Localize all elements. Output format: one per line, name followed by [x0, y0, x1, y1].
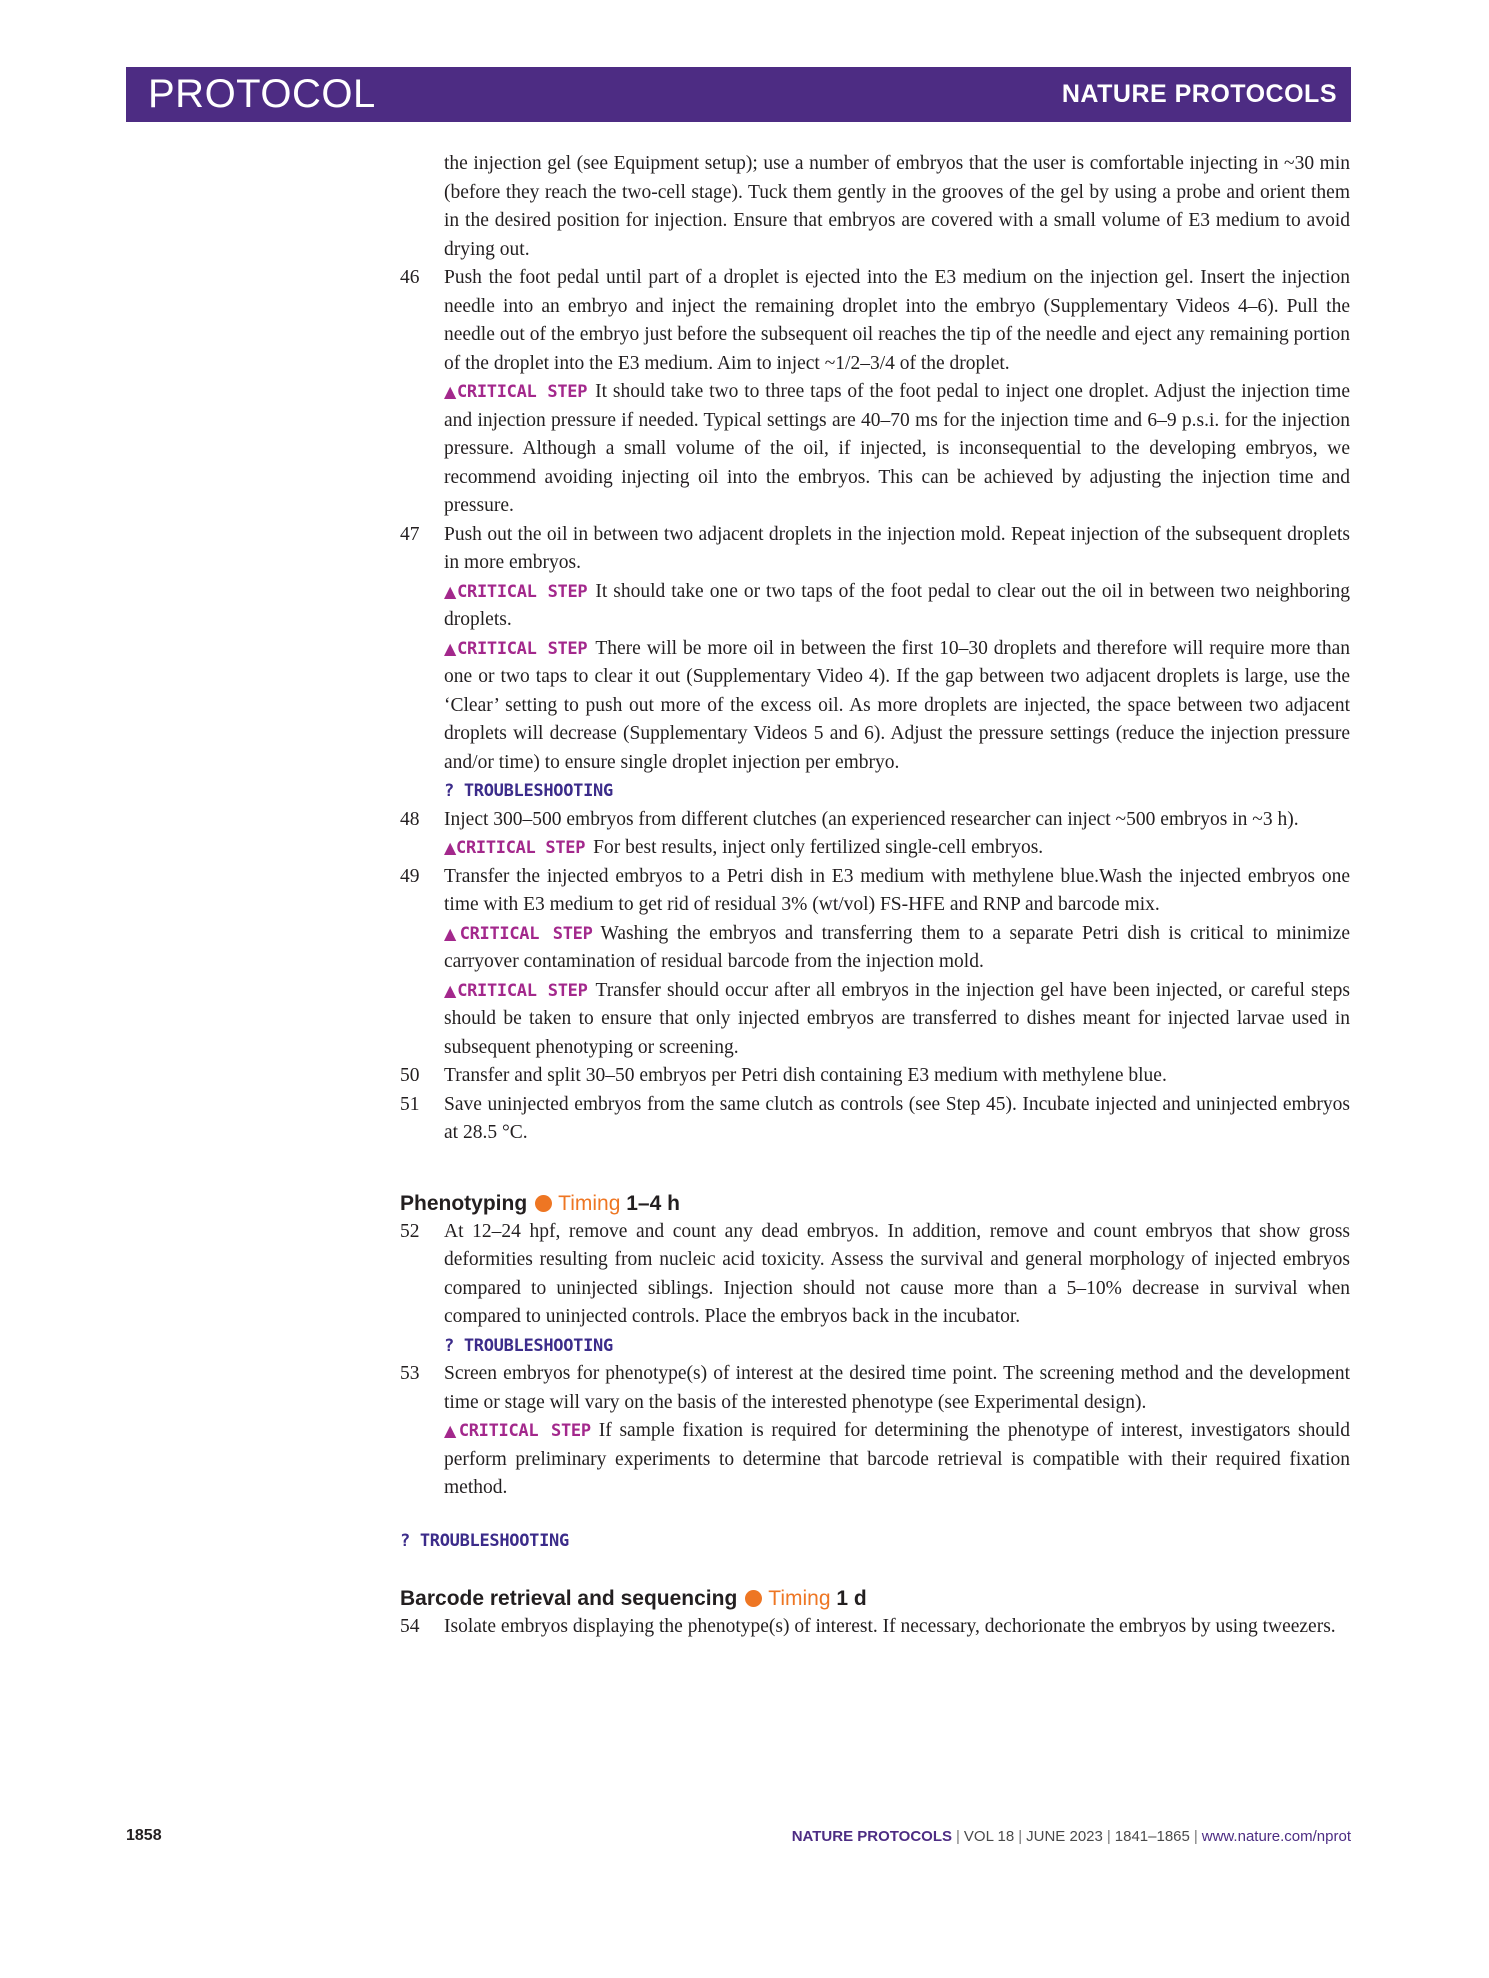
section-type-label: PROTOCOL	[148, 72, 376, 116]
step-text: Isolate embryos displaying the phenotype(s) of interest. If necessary, dechorionate the embryos by using tweezers.	[444, 1616, 1336, 1637]
warning-triangle-icon: ▲	[444, 382, 457, 401]
header-bar	[126, 67, 1351, 122]
troubleshooting-section-link[interactable]: ? TROUBLESHOOTING	[400, 1530, 569, 1551]
step-46	[400, 264, 1350, 378]
step-number: 46	[400, 267, 420, 288]
critical-step-label: ▲CRITICAL STEP	[444, 581, 588, 602]
step-48	[400, 806, 1350, 835]
footer-date: JUNE 2023	[1026, 1828, 1103, 1845]
critical-step-label: ▲CRITICAL STEP	[444, 382, 588, 402]
footer-journal: NATURE PROTOCOLS	[791, 1828, 953, 1845]
critical-step-label: ▲CRITICAL STEP	[444, 923, 593, 944]
critical-step-note	[400, 834, 1350, 863]
page-number: 1858	[126, 1827, 162, 1844]
warning-triangle-icon: ▲	[444, 838, 457, 857]
section-heading-barcode-retrieval: Barcode retrieval and sequencing Timing 1 d	[400, 1587, 867, 1610]
step-text: Inject 300–500 embryos from different clutches (an experienced researcher can inject ~500 embryos in ~3 h).	[444, 808, 1299, 830]
critical-step-note	[400, 920, 1350, 977]
step-53	[400, 1360, 1350, 1417]
footer-url-link[interactable]: www.nature.com/nprot	[1201, 1828, 1351, 1845]
step-number: 52	[400, 1220, 420, 1242]
footer-citation: NATURE PROTOCOLS | VOL 18 | JUNE 2023 | 1841–1865 | www.nature.com/nprot	[791, 1828, 1351, 1845]
footer-volume: VOL 18	[963, 1828, 1015, 1845]
section-heading-phenotyping: Phenotyping Timing 1–4 h	[400, 1191, 680, 1215]
critical-step-text: It should take one or two taps of the foot pedal to clear out the oil in between two neighboring droplets.	[444, 580, 1351, 630]
intro-paragraph: the injection gel (see Equipment setup); use a number of embryos that the user is comfortable injecting in ~30 min (before they reach the two-cell stage). Tuck them gently in the grooves of the gel by using a probe and orient them in the desired position for injection. Ensure that embryos are covered with a small volume of E3 medium to avoid drying out.	[444, 153, 1350, 260]
timing-value: 1–4 h	[626, 1191, 680, 1215]
step-text: Save uninjected embryos from the same clutch as controls (see Step 45). Incubate injected and uninjected embryos at 28.5 °C.	[444, 1093, 1350, 1143]
step-text: Transfer and split 30–50 embryos per Petri dish containing E3 medium with methylene blue.	[444, 1065, 1167, 1086]
step-47	[400, 521, 1350, 578]
troubleshooting-link[interactable]: ? TROUBLESHOOTING	[444, 1335, 613, 1356]
warning-triangle-icon: ▲	[444, 1421, 459, 1440]
critical-step-note	[400, 1417, 1350, 1503]
critical-step-text: If sample fixation is required for determining the phenotype of interest, investigators should perform preliminary experiments to determine that barcode retrieval is compatible with their required fixation method.	[444, 1420, 1350, 1498]
step-number: 47	[400, 523, 420, 545]
critical-step-text: Transfer should occur after all embryos in the injection gel have been injected, or careful steps should be taken to ensure that only injected embryos are transferred to dishes meant for injected larvae used in subsequent phenotyping or screening.	[444, 979, 1350, 1058]
critical-step-text: For best results, inject only fertilized single-cell embryos.	[593, 837, 1044, 858]
step-text: Push out the oil in between two adjacent droplets in the injection mold. Repeat injection of the subsequent droplets in more embryos.	[444, 523, 1350, 573]
critical-step-label: ▲CRITICAL STEP	[444, 1421, 591, 1441]
critical-step-note	[400, 635, 1350, 778]
step-number: 49	[400, 865, 420, 887]
step-number: 50	[400, 1065, 420, 1086]
critical-step-text: It should take two to three taps of the foot pedal to inject one droplet. Adjust the injection time and injection pressure if needed. Typical settings are 40–70 ms for the injection time and 6–9 p.s.i. for the injection pressure. Although a small volume of the oil, if injected, is inconsequential to the developing embryos, we recommend avoiding injecting oil into the embryos. This can be achieved by adjusting the injection time and pressure.	[444, 381, 1350, 516]
step-50	[400, 1062, 1350, 1091]
step-number: 53	[400, 1363, 420, 1384]
timing-dot-icon	[745, 1590, 762, 1607]
warning-triangle-icon: ▲	[444, 980, 458, 1000]
step-49	[400, 863, 1350, 920]
warning-triangle-icon: ▲	[444, 923, 460, 943]
step-52	[400, 1218, 1350, 1332]
critical-step-text: There will be more oil in between the first 10–30 droplets and therefore will require more than one or two taps to clear it out (Supplementary Video 4). If the gap between two adjacent droplets is large, use the ‘Clear’ setting to push out more of the excess oil. As more droplets are injected, the space between two adjacent droplets will decrease (Supplementary Videos 5 and 6). Adjust the pressure settings (reduce the injection pressure and/or time) to ensure single droplet injection per embryo.	[444, 637, 1350, 773]
critical-step-note	[400, 578, 1350, 635]
step-51	[400, 1091, 1350, 1148]
critical-step-label: ▲CRITICAL STEP	[444, 838, 586, 858]
timing-value: 1 d	[836, 1587, 867, 1610]
step-text: Push the foot pedal until part of a droplet is ejected into the E3 medium on the injection gel. Insert the injection needle into an embryo and inject the remaining droplet into the embryo (Supplementary Videos 4–6). Pull the needle out of the embryo just before the subsequent oil reaches the tip of the needle and eject any remaining portion of the droplet into the E3 medium. Aim to inject ~1/2–3/4 of the droplet.	[444, 267, 1350, 374]
step-number: 54	[400, 1616, 420, 1637]
warning-triangle-icon: ▲	[444, 581, 458, 601]
troubleshooting-link[interactable]: ? TROUBLESHOOTING	[444, 781, 613, 801]
footer-pages: 1841–1865	[1114, 1828, 1190, 1845]
critical-step-note	[400, 378, 1350, 521]
critical-step-label: ▲CRITICAL STEP	[444, 638, 588, 659]
step-text: Screen embryos for phenotype(s) of interest at the desired time point. The screening method and the development time or stage will vary on the basis of the interested phenotype (see Experimental design).	[444, 1363, 1350, 1413]
main-content	[400, 150, 1350, 1642]
critical-step-note	[400, 977, 1350, 1063]
warning-triangle-icon: ▲	[444, 638, 458, 658]
step-number: 51	[400, 1093, 420, 1115]
step-54	[400, 1613, 1350, 1642]
critical-step-text: Washing the embryos and transferring them to a separate Petri dish is critical to minimize carryover contamination of residual barcode from the injection mold.	[444, 922, 1350, 972]
critical-step-label: ▲CRITICAL STEP	[444, 980, 588, 1001]
journal-title: NATURE PROTOCOLS	[1061, 80, 1337, 108]
timing-dot-icon	[535, 1195, 552, 1212]
step-number: 48	[400, 808, 420, 830]
step-text: Transfer the injected embryos to a Petri dish in E3 medium with methylene blue.Wash the injected embryos one time with E3 medium to get rid of residual 3% (wt/vol) FS-HFE and RNP and barcode mix.	[444, 865, 1350, 915]
step-text: At 12–24 hpf, remove and count any dead embryos. In addition, remove and count embryos that show gross deformities resulting from nucleic acid toxicity. Assess the survival and general morphology of injected embryos compared to uninjected siblings. Injection should not cause more than a 5–10% decrease in survival when compared to uninjected controls. Place the embryos back in the incubator.	[444, 1220, 1350, 1327]
